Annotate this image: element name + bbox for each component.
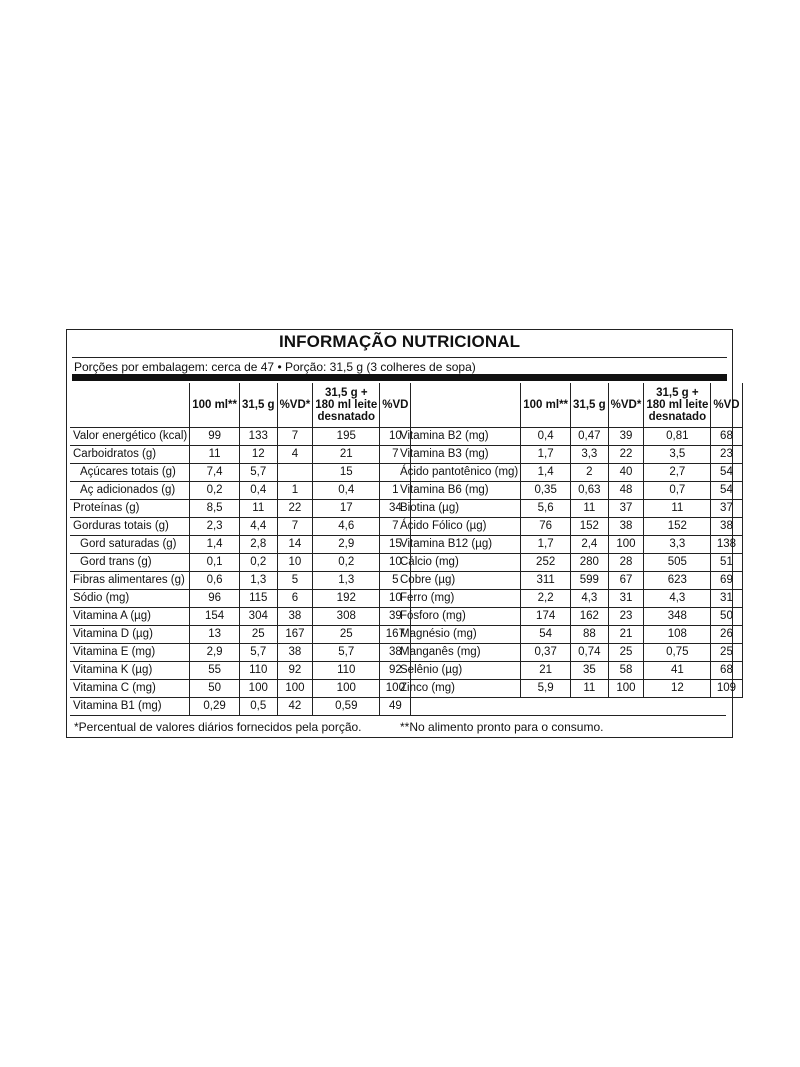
nutrient-name: Proteínas (g) bbox=[70, 500, 190, 518]
table-row bbox=[397, 572, 742, 590]
value-vd-milk: 7 bbox=[380, 518, 411, 536]
value-vd-milk: 69 bbox=[711, 572, 742, 590]
table-row bbox=[397, 464, 742, 482]
value-vd-portion: 28 bbox=[608, 554, 644, 572]
nutrient-name: Cálcio (mg) bbox=[397, 554, 521, 572]
value-portion-with-milk: 308 bbox=[313, 608, 380, 626]
value-100ml: 2,2 bbox=[521, 590, 571, 608]
nutrient-name: Vitamina B3 (mg) bbox=[397, 446, 521, 464]
value-vd-portion: 4 bbox=[277, 446, 313, 464]
value-vd-portion: 23 bbox=[608, 608, 644, 626]
nutrient-name: Ácido Fólico (µg) bbox=[397, 518, 521, 536]
table-row bbox=[397, 536, 742, 554]
value-portion: 152 bbox=[571, 518, 609, 536]
table-row bbox=[70, 680, 411, 698]
value-portion: 11 bbox=[239, 500, 277, 518]
nutrient-name: Carboidratos (g) bbox=[70, 446, 190, 464]
nutrient-name: Manganês (mg) bbox=[397, 644, 521, 662]
nutrient-name: Fibras alimentares (g) bbox=[70, 572, 190, 590]
value-portion-with-milk: 17 bbox=[313, 500, 380, 518]
value-portion-with-milk: 21 bbox=[313, 446, 380, 464]
value-100ml: 154 bbox=[190, 608, 240, 626]
right-table-body bbox=[397, 428, 742, 698]
value-portion: 599 bbox=[571, 572, 609, 590]
value-portion: 11 bbox=[571, 500, 609, 518]
nutrient-name: Cobre (µg) bbox=[397, 572, 521, 590]
nutrient-name: Gord trans (g) bbox=[70, 554, 190, 572]
value-100ml: 0,2 bbox=[190, 482, 240, 500]
table-row bbox=[397, 428, 742, 446]
value-vd-milk: 54 bbox=[711, 464, 742, 482]
value-portion-with-milk: 505 bbox=[644, 554, 711, 572]
value-vd-portion: 22 bbox=[277, 500, 313, 518]
table-row bbox=[70, 500, 411, 518]
value-vd-milk: 38 bbox=[380, 644, 411, 662]
value-100ml: 0,35 bbox=[521, 482, 571, 500]
header-portion-with-milk bbox=[313, 383, 380, 428]
value-vd-portion: 1 bbox=[277, 482, 313, 500]
value-portion: 0,4 bbox=[239, 482, 277, 500]
value-portion: 88 bbox=[571, 626, 609, 644]
value-100ml: 8,5 bbox=[190, 500, 240, 518]
header-milk-line3: desnatado bbox=[648, 411, 707, 423]
value-100ml: 0,37 bbox=[521, 644, 571, 662]
table-row bbox=[70, 608, 411, 626]
nutrient-name: Magnésio (mg) bbox=[397, 626, 521, 644]
value-100ml: 311 bbox=[521, 572, 571, 590]
value-100ml: 0,29 bbox=[190, 698, 240, 716]
value-portion: 12 bbox=[239, 446, 277, 464]
value-vd-portion: 39 bbox=[608, 428, 644, 446]
nutrition-facts-panel bbox=[66, 329, 740, 738]
table-row bbox=[70, 590, 411, 608]
value-vd-milk: 10 bbox=[380, 590, 411, 608]
value-portion-with-milk: 152 bbox=[644, 518, 711, 536]
value-vd-portion: 38 bbox=[608, 518, 644, 536]
nutrient-name: Biotina (µg) bbox=[397, 500, 521, 518]
value-100ml: 5,6 bbox=[521, 500, 571, 518]
value-portion-with-milk: 110 bbox=[313, 662, 380, 680]
value-vd-milk: 38 bbox=[711, 518, 742, 536]
value-vd-milk: 68 bbox=[711, 428, 742, 446]
value-portion: 4,3 bbox=[571, 590, 609, 608]
value-portion-with-milk: 192 bbox=[313, 590, 380, 608]
nutrient-name: Gorduras totais (g) bbox=[70, 518, 190, 536]
value-portion: 0,74 bbox=[571, 644, 609, 662]
value-portion-with-milk: 348 bbox=[644, 608, 711, 626]
value-portion-with-milk: 623 bbox=[644, 572, 711, 590]
serving-info: Porções por embalagem: cerca de 47 • Porção: 31,5 g (3 colheres de sopa) bbox=[74, 360, 476, 374]
table-row bbox=[70, 572, 411, 590]
table-row bbox=[70, 518, 411, 536]
value-portion: 5,7 bbox=[239, 464, 277, 482]
header-vd-portion: %VD* bbox=[277, 383, 313, 428]
value-portion-with-milk: 108 bbox=[644, 626, 711, 644]
nutrient-name: Vitamina C (mg) bbox=[70, 680, 190, 698]
value-vd-milk: 49 bbox=[380, 698, 411, 716]
table-row bbox=[397, 590, 742, 608]
value-vd-portion bbox=[277, 464, 313, 482]
nutrient-name: Vitamina A (µg) bbox=[70, 608, 190, 626]
value-100ml: 0,6 bbox=[190, 572, 240, 590]
table-row bbox=[70, 446, 411, 464]
value-portion-with-milk: 4,3 bbox=[644, 590, 711, 608]
value-portion: 2,4 bbox=[571, 536, 609, 554]
value-100ml: 11 bbox=[190, 446, 240, 464]
value-vd-portion: 14 bbox=[277, 536, 313, 554]
nutrition-table-right bbox=[397, 383, 743, 698]
value-vd-milk: 34 bbox=[380, 500, 411, 518]
header-nutrient bbox=[397, 383, 521, 428]
value-vd-milk: 23 bbox=[711, 446, 742, 464]
value-100ml: 54 bbox=[521, 626, 571, 644]
nutrient-name: Vitamina B6 (mg) bbox=[397, 482, 521, 500]
value-100ml: 21 bbox=[521, 662, 571, 680]
header-portion: 31,5 g bbox=[239, 383, 277, 428]
value-vd-portion: 167 bbox=[277, 626, 313, 644]
value-vd-portion: 7 bbox=[277, 518, 313, 536]
header-milk-line1: 31,5 g + bbox=[325, 387, 368, 399]
value-100ml: 13 bbox=[190, 626, 240, 644]
nutrient-name: Sódio (mg) bbox=[70, 590, 190, 608]
table-row bbox=[397, 518, 742, 536]
table-row bbox=[397, 608, 742, 626]
value-portion-with-milk: 3,5 bbox=[644, 446, 711, 464]
table-header-row bbox=[70, 383, 411, 428]
value-vd-milk: 109 bbox=[711, 680, 742, 698]
value-portion: 1,3 bbox=[239, 572, 277, 590]
value-100ml: 2,9 bbox=[190, 644, 240, 662]
value-vd-milk: 39 bbox=[380, 608, 411, 626]
header-thick-bar bbox=[72, 374, 727, 381]
value-portion-with-milk: 2,7 bbox=[644, 464, 711, 482]
value-portion: 162 bbox=[571, 608, 609, 626]
value-vd-portion: 58 bbox=[608, 662, 644, 680]
value-100ml: 1,7 bbox=[521, 536, 571, 554]
header-vd-portion: %VD* bbox=[608, 383, 644, 428]
value-portion-with-milk: 25 bbox=[313, 626, 380, 644]
value-portion: 115 bbox=[239, 590, 277, 608]
table-row bbox=[397, 626, 742, 644]
value-portion: 0,63 bbox=[571, 482, 609, 500]
value-portion: 100 bbox=[239, 680, 277, 698]
nutrient-name: Selênio (µg) bbox=[397, 662, 521, 680]
value-vd-milk: 37 bbox=[711, 500, 742, 518]
value-portion-with-milk: 0,4 bbox=[313, 482, 380, 500]
nutrient-name: Ácido pantotênico (mg) bbox=[397, 464, 521, 482]
value-vd-milk: 68 bbox=[711, 662, 742, 680]
nutrient-name: Vitamina B12 (µg) bbox=[397, 536, 521, 554]
value-100ml: 2,3 bbox=[190, 518, 240, 536]
value-vd-portion: 10 bbox=[277, 554, 313, 572]
footer-rule-right bbox=[397, 715, 726, 716]
value-portion-with-milk: 0,75 bbox=[644, 644, 711, 662]
value-portion: 35 bbox=[571, 662, 609, 680]
value-vd-milk: 7 bbox=[380, 446, 411, 464]
value-100ml: 55 bbox=[190, 662, 240, 680]
value-vd-milk: 25 bbox=[711, 644, 742, 662]
value-portion: 133 bbox=[239, 428, 277, 446]
value-vd-portion: 48 bbox=[608, 482, 644, 500]
nutrient-name: Vitamina K (µg) bbox=[70, 662, 190, 680]
nutrition-table-left bbox=[70, 383, 411, 716]
value-portion: 0,2 bbox=[239, 554, 277, 572]
value-vd-portion: 38 bbox=[277, 644, 313, 662]
table-row bbox=[70, 482, 411, 500]
value-portion: 11 bbox=[571, 680, 609, 698]
value-vd-portion: 6 bbox=[277, 590, 313, 608]
value-portion-with-milk: 11 bbox=[644, 500, 711, 518]
header-milk-line1: 31,5 g + bbox=[656, 387, 699, 399]
header-100ml: 100 ml** bbox=[521, 383, 571, 428]
table-row bbox=[70, 626, 411, 644]
value-100ml: 99 bbox=[190, 428, 240, 446]
value-portion-with-milk: 12 bbox=[644, 680, 711, 698]
table-row bbox=[70, 662, 411, 680]
value-vd-portion: 25 bbox=[608, 644, 644, 662]
header-portion-with-milk bbox=[644, 383, 711, 428]
value-100ml: 50 bbox=[190, 680, 240, 698]
value-vd-portion: 40 bbox=[608, 464, 644, 482]
value-vd-milk: 51 bbox=[711, 554, 742, 572]
nutrient-name: Vitamina D (µg) bbox=[70, 626, 190, 644]
value-vd-portion: 21 bbox=[608, 626, 644, 644]
value-vd-portion: 7 bbox=[277, 428, 313, 446]
value-100ml: 1,7 bbox=[521, 446, 571, 464]
header-milk-line2: 180 ml leite bbox=[646, 399, 709, 411]
table-row bbox=[397, 644, 742, 662]
value-100ml: 7,4 bbox=[190, 464, 240, 482]
value-vd-milk: 31 bbox=[711, 590, 742, 608]
value-portion: 3,3 bbox=[571, 446, 609, 464]
nutrient-name: Valor energético (kcal) bbox=[70, 428, 190, 446]
nutrient-name: Ferro (mg) bbox=[397, 590, 521, 608]
value-portion-with-milk: 195 bbox=[313, 428, 380, 446]
value-portion: 0,47 bbox=[571, 428, 609, 446]
table-row bbox=[397, 446, 742, 464]
table-row bbox=[397, 662, 742, 680]
value-vd-milk: 10 bbox=[380, 554, 411, 572]
footer-rule-left bbox=[72, 715, 390, 716]
value-portion-with-milk: 4,6 bbox=[313, 518, 380, 536]
value-portion: 25 bbox=[239, 626, 277, 644]
value-portion-with-milk: 5,7 bbox=[313, 644, 380, 662]
value-vd-portion: 92 bbox=[277, 662, 313, 680]
header-milk-line3: desnatado bbox=[317, 411, 376, 423]
nutrient-name: Aç adicionados (g) bbox=[70, 482, 190, 500]
value-vd-milk: 1 bbox=[380, 482, 411, 500]
table-row bbox=[70, 428, 411, 446]
value-vd-milk: 92 bbox=[380, 662, 411, 680]
table-row bbox=[70, 698, 411, 716]
header-vd-milk: %VD bbox=[711, 383, 742, 428]
value-100ml: 252 bbox=[521, 554, 571, 572]
value-vd-milk: 5 bbox=[380, 572, 411, 590]
table-row bbox=[70, 554, 411, 572]
value-vd-portion: 100 bbox=[608, 680, 644, 698]
table-row bbox=[397, 482, 742, 500]
value-100ml: 76 bbox=[521, 518, 571, 536]
table-row bbox=[397, 554, 742, 572]
value-vd-portion: 100 bbox=[277, 680, 313, 698]
value-portion-with-milk: 41 bbox=[644, 662, 711, 680]
value-100ml: 174 bbox=[521, 608, 571, 626]
value-vd-milk: 15 bbox=[380, 536, 411, 554]
value-portion: 4,4 bbox=[239, 518, 277, 536]
header-vd-milk: %VD bbox=[380, 383, 411, 428]
value-portion-with-milk: 100 bbox=[313, 680, 380, 698]
value-vd-portion: 67 bbox=[608, 572, 644, 590]
table-header-row bbox=[397, 383, 742, 428]
value-portion-with-milk: 0,2 bbox=[313, 554, 380, 572]
header-milk-line2: 180 ml leite bbox=[315, 399, 378, 411]
value-vd-portion: 31 bbox=[608, 590, 644, 608]
value-100ml: 0,4 bbox=[521, 428, 571, 446]
value-vd-portion: 42 bbox=[277, 698, 313, 716]
nutrient-name: Açúcares totais (g) bbox=[70, 464, 190, 482]
value-portion: 280 bbox=[571, 554, 609, 572]
value-vd-milk: 26 bbox=[711, 626, 742, 644]
value-portion: 304 bbox=[239, 608, 277, 626]
nutrient-name: Vitamina B2 (mg) bbox=[397, 428, 521, 446]
value-100ml: 5,9 bbox=[521, 680, 571, 698]
value-portion-with-milk: 1,3 bbox=[313, 572, 380, 590]
value-portion-with-milk: 0,7 bbox=[644, 482, 711, 500]
value-100ml: 1,4 bbox=[190, 536, 240, 554]
value-portion-with-milk: 0,59 bbox=[313, 698, 380, 716]
left-table-body bbox=[70, 428, 411, 716]
value-vd-milk: 100 bbox=[380, 680, 411, 698]
table-row bbox=[70, 536, 411, 554]
footnote-vd: *Percentual de valores diários fornecidos pela porção. bbox=[74, 720, 362, 734]
value-vd-portion: 37 bbox=[608, 500, 644, 518]
value-vd-portion: 5 bbox=[277, 572, 313, 590]
value-vd-milk: 50 bbox=[711, 608, 742, 626]
value-portion-with-milk: 3,3 bbox=[644, 536, 711, 554]
value-portion: 2 bbox=[571, 464, 609, 482]
value-100ml: 96 bbox=[190, 590, 240, 608]
nutrient-name: Zinco (mg) bbox=[397, 680, 521, 698]
value-portion-with-milk: 2,9 bbox=[313, 536, 380, 554]
value-100ml: 0,1 bbox=[190, 554, 240, 572]
nutrient-name: Fósforo (mg) bbox=[397, 608, 521, 626]
value-portion-with-milk: 0,81 bbox=[644, 428, 711, 446]
value-portion-with-milk: 15 bbox=[313, 464, 380, 482]
value-vd-milk: 167 bbox=[380, 626, 411, 644]
footnote-ready-to-eat: **No alimento pronto para o consumo. bbox=[400, 720, 604, 734]
nutrient-name: Vitamina E (mg) bbox=[70, 644, 190, 662]
value-vd-milk: 10 bbox=[380, 428, 411, 446]
value-vd-portion: 100 bbox=[608, 536, 644, 554]
value-100ml: 1,4 bbox=[521, 464, 571, 482]
value-portion: 5,7 bbox=[239, 644, 277, 662]
nutrient-name: Gord saturadas (g) bbox=[70, 536, 190, 554]
value-vd-portion: 38 bbox=[277, 608, 313, 626]
value-vd-portion: 22 bbox=[608, 446, 644, 464]
value-portion: 110 bbox=[239, 662, 277, 680]
value-vd-milk: 54 bbox=[711, 482, 742, 500]
table-row bbox=[70, 644, 411, 662]
header-100ml: 100 ml** bbox=[190, 383, 240, 428]
table-row bbox=[70, 464, 411, 482]
table-row bbox=[397, 680, 742, 698]
table-row bbox=[397, 500, 742, 518]
panel-title: INFORMAÇÃO NUTRICIONAL bbox=[278, 332, 521, 351]
title-divider bbox=[72, 357, 727, 358]
value-vd-milk: 138 bbox=[711, 536, 742, 554]
value-portion: 2,8 bbox=[239, 536, 277, 554]
header-nutrient bbox=[70, 383, 190, 428]
nutrient-name: Vitamina B1 (mg) bbox=[70, 698, 190, 716]
value-portion: 0,5 bbox=[239, 698, 277, 716]
header-portion: 31,5 g bbox=[571, 383, 609, 428]
